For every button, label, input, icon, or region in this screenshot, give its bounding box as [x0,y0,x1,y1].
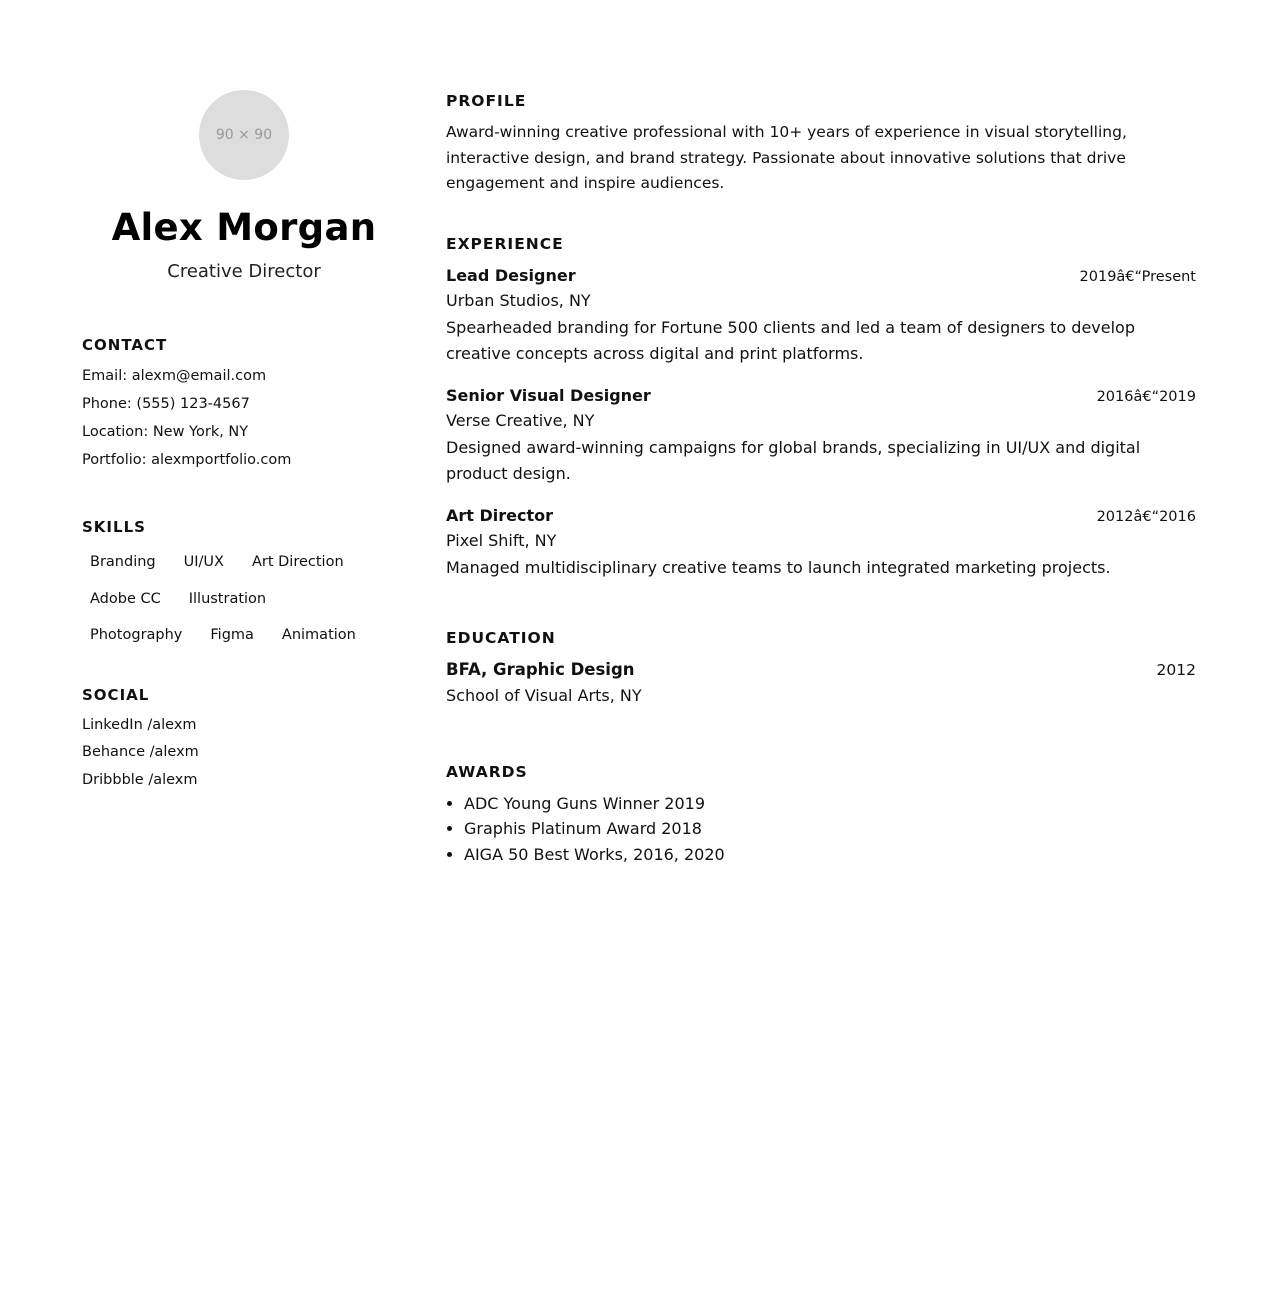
job-entry-description: Managed multidisciplinary creative teams to launch integrated marketing projects. [446,557,1111,577]
experience-heading: EXPERIENCE [446,234,564,253]
education-year: 2012 [1156,660,1196,679]
award-item: • ADC Young Guns Winner 2019 [464,791,1196,817]
profile-section [446,92,1196,197]
contact-location: Location: New York, NY [82,424,249,440]
job-entry-title: Senior Visual Designer [446,385,651,405]
skill-tag: Photography [90,627,183,643]
education-school: School of Visual Arts, NY [446,685,642,705]
profile-heading: PROFILE [446,92,527,110]
profile-summary: Award-winning creative professional with 10+ years of experience in visual storytelling, interactive design, and brand strategy. Passionate about innovative solutions that drive engagement and inspire audiences. [446,123,1127,192]
experience-section [446,235,1196,581]
job-title: Creative Director [167,261,321,282]
contact-section [82,336,406,474]
skill-tag: Art Direction [251,554,344,570]
skill-tag: Figma [210,627,254,643]
skills-heading: SKILLS [82,518,146,536]
awards-section [446,763,1196,868]
job-entry-description: Spearheaded branding for Fortune 500 clients and led a team of designers to develop creative concepts across digital and print platforms. [446,317,1135,363]
job-entry-dates: 2016â€“2019 [1096,388,1196,405]
skill-tag: UI/UX [183,554,224,570]
skill-tag: Branding [90,554,156,570]
contact-heading: CONTACT [82,336,168,354]
avatar [199,90,289,180]
social-dribbble: Dribbble /alexm [82,771,198,788]
social-section [82,686,406,795]
job-entry-company: Pixel Shift, NY [446,530,557,550]
job-entry [446,263,1196,367]
contact-portfolio: Portfolio: alexmportfolio.com [82,452,292,468]
award-item: • Graphis Platinum Award 2018 [464,816,1196,842]
social-behance: Behance /alexm [82,744,199,760]
job-entry-title: Lead Designer [446,265,576,285]
job-entry-dates: 2012â€“2016 [1096,508,1196,525]
skill-list [82,544,406,654]
job-entry [446,383,1196,487]
skill-tag: Adobe CC [90,590,161,607]
skills-section [82,518,406,654]
job-entry-company: Urban Studios, NY [446,290,591,310]
main-content [446,92,1196,867]
job-entry-description: Designed award-winning campaigns for global brands, specializing in UI/UX and digital product design. [446,437,1141,483]
job-entry-dates: 2019â€“Present [1079,268,1196,285]
education-degree: BFA, Graphic Design [446,659,635,679]
award-item: • AIGA 50 Best Works, 2016, 2020 [464,842,1196,868]
job-entry-company: Verse Creative, NY [446,410,595,430]
job-entry-title: Art Director [446,505,554,525]
skill-tag: Animation [281,627,356,643]
social-linkedin: LinkedIn /alexm [82,716,197,733]
skill-tag: Illustration [188,590,267,607]
education-section [446,629,1196,709]
avatar-placeholder-text: 90 × 90 [215,127,273,143]
social-heading: SOCIAL [82,685,150,704]
avatar-container [82,90,406,180]
person-name: Alex Morgan [111,206,377,249]
sidebar [82,90,406,794]
awards-heading: AWARDS [446,762,528,781]
education-heading: EDUCATION [446,628,556,647]
job-entry [446,503,1196,581]
contact-phone: Phone: (555) 123-4567 [82,396,250,412]
award-list [446,791,1196,868]
contact-email: Email: alexm@email.com [82,368,267,384]
